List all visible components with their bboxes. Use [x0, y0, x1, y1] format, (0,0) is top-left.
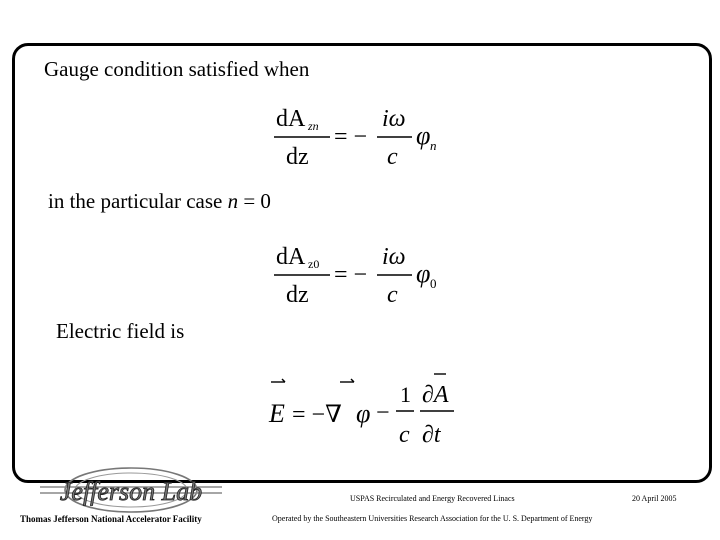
eq3-lhs: E	[269, 399, 285, 428]
eq2-num-right: iω	[382, 244, 406, 270]
date-label: 20 April 2005	[632, 494, 677, 503]
electric-field-equation	[266, 370, 466, 457]
particular-case-suffix: = 0	[238, 189, 271, 213]
eq3-partial-top: ∂A	[422, 382, 449, 408]
particular-case-text	[48, 189, 271, 214]
eq1-op: = −	[334, 124, 368, 150]
eq1-den-right: c	[387, 144, 398, 170]
gauge-condition-text: Gauge condition satisfied when	[44, 57, 310, 81]
eq3-minus: −	[376, 400, 390, 426]
particular-case-var: n	[227, 189, 239, 213]
eq2-phi: φ	[416, 259, 431, 288]
eq1-phi-sub: n	[430, 138, 437, 153]
eq2-phi-sub: 0	[430, 276, 437, 291]
eq2-sub-left: z0	[308, 257, 320, 271]
eq3-partial-bottom: ∂t	[422, 422, 441, 448]
jefferson-lab-logo	[38, 460, 224, 520]
eq1-sub-left: zn	[308, 119, 319, 133]
eq1-phi: φ	[416, 121, 431, 150]
eq2-den-right: c	[387, 282, 398, 308]
logo-text: Jefferson Lab	[59, 477, 203, 506]
course-title: USPAS Recirculated and Energy Recovered Linacs	[350, 494, 515, 503]
operator-text: Operated by the Southeastern Universities Research Association for the U. S. Department of Energy	[272, 514, 593, 523]
eq3-phi: φ	[356, 399, 371, 428]
gauge-equation-general	[272, 98, 452, 177]
eq1-num-left: dA	[276, 106, 306, 132]
eq2-op: = −	[334, 262, 368, 288]
eq1-num-right: iω	[382, 106, 406, 132]
eq3-c: c	[399, 422, 410, 448]
lab-name: Thomas Jefferson National Accelerator Facility	[20, 514, 202, 524]
eq1-den-left: dz	[286, 144, 309, 170]
eq2-den-left: dz	[286, 282, 309, 308]
gauge-equation-n0	[272, 236, 452, 315]
particular-case-prefix: in the particular case	[48, 189, 228, 213]
eq3-op: = −∇	[292, 402, 342, 428]
electric-field-text: Electric field is	[56, 319, 185, 343]
eq2-num-left: dA	[276, 244, 306, 270]
eq3-one: 1	[400, 382, 411, 407]
